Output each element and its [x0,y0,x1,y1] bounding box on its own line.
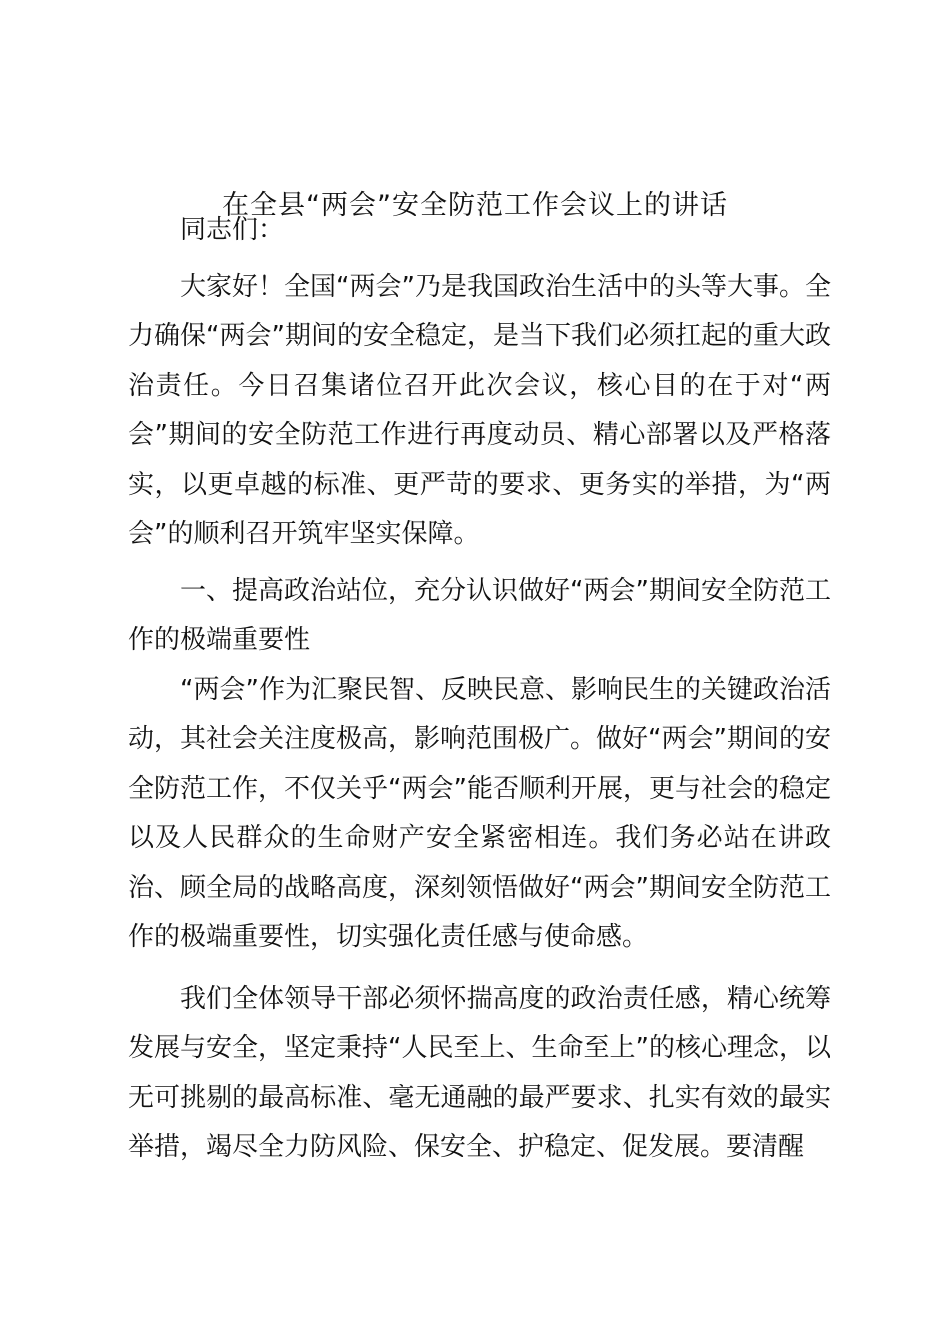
paragraph-section-1: “两会”作为汇聚民智、反映民意、影响民生的关键政治活动，其社会关注度极高，影响范围极广。做好“两会”期间的安全防范工作，不仅关乎“两会”能否顺利开展，更与社会的稳定以及人民群众的生命财产安全紧密相连。我们务必站在讲政治、顾全局的战略高度，深刻领悟做好“两会”期间安全防范工作的极端重要性，切实强化责任感与使命感。 [128,674,831,952]
document-title: 在全县“两会”安全防范工作会议上的讲话 [222,190,728,221]
greeting: 同志们： [180,215,285,245]
document-body [128,206,831,1173]
paragraph-intro: 大家好！全国“两会”乃是我国政治生活中的头等大事。全力确保“两会”期间的安全稳定，是当下我们必须扛起的重大政治责任。今日召集诸位召开此次会议，核心目的在于对“两会”期间的安全防范工作进行再度动员、精心部署以及严格落实，以更卓越的标准、更严苛的要求、更务实的举措，为“两会”的顺利召开筑牢坚实保障。 [128,271,831,549]
paragraph-leaders: 我们全体领导干部必须怀揣高度的政治责任感，精心统筹发展与安全，坚定秉持“人民至上、生命至上”的核心理念，以无可挑剔的最高标准、毫无通融的最严要求、扎实有效的最实举措，竭尽全力防风险、保安全、护稳定、促发展。要清醒 [128,983,831,1162]
section-heading-1: 一、提高政治站位，充分认识做好“两会”期间安全防范工作的极端重要性 [128,575,831,655]
